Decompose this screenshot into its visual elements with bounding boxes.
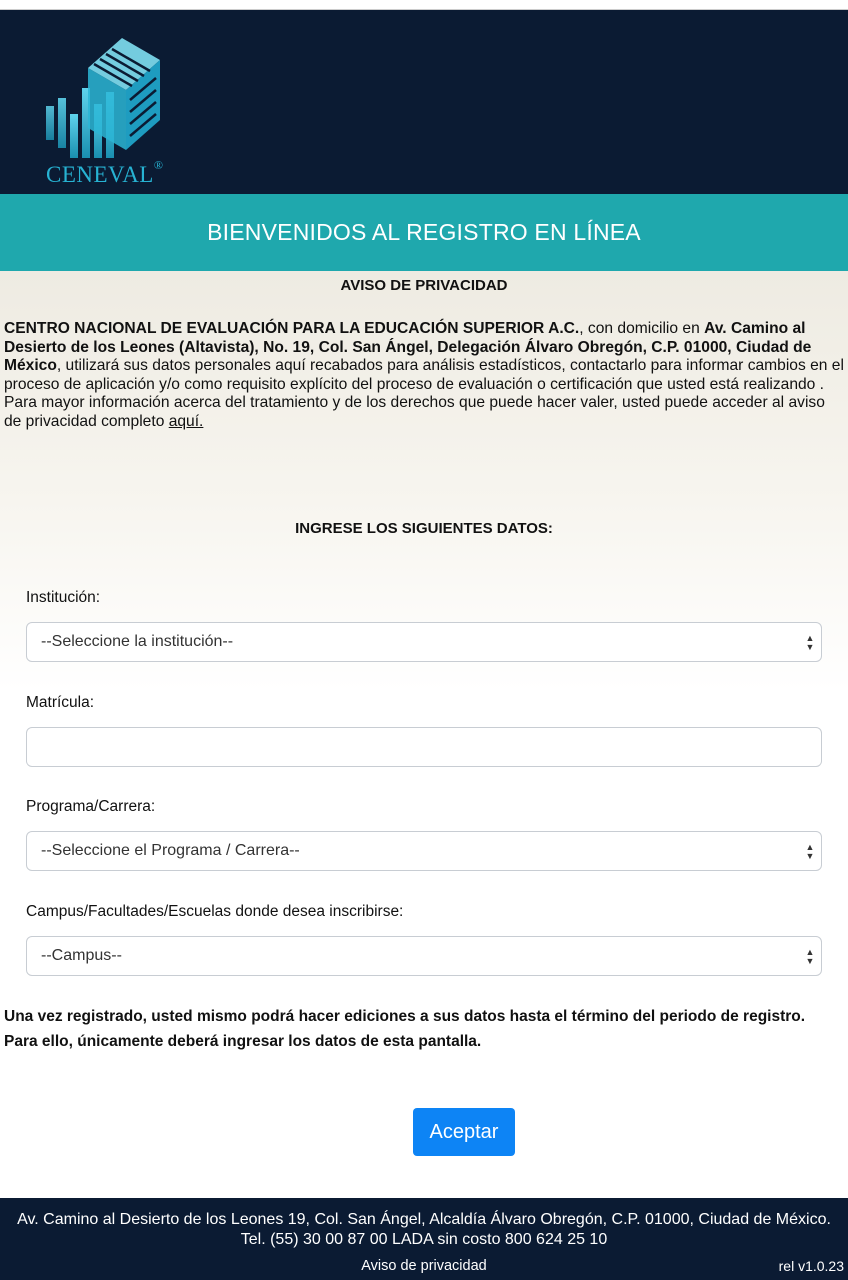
campus-field-group xyxy=(0,903,848,976)
org-address: Av. Camino al Desierto de los Leones (Altavista), No. 19, Col. San Ángel, Delegación Álvaro Obregón, C.P. 01000, Ciudad de México xyxy=(4,320,812,374)
privacy-text-part: , utilizará sus datos personales aquí recabados para análisis estadísticos, contactarlo para informar cambios en el proceso de aplicación y/o como requisito explícito del proceso de evaluación o certificación que usted está realizando . Para mayor información acerca del tratamiento y de los derechos que puede hacer valer, usted puede acceder al aviso de privacidad completo xyxy=(4,357,844,430)
version-label: rel v1.0.23 xyxy=(778,1258,844,1274)
form-title: INGRESE LOS SIGUIENTES DATOS: xyxy=(295,520,553,537)
campus-selected: --Campus-- xyxy=(41,947,122,964)
matricula-input[interactable] xyxy=(26,727,822,767)
footer xyxy=(0,1198,848,1280)
institution-field-group xyxy=(0,589,848,662)
registration-note: Una vez registrado, usted mismo podrá hacer ediciones a sus datos hasta el término del periodo de registro. Para ello, únicamente deberá ingresar los datos de esta pantalla. xyxy=(4,1008,806,1050)
privacy-text-part: , con domicilio en xyxy=(579,320,705,337)
accept-button[interactable]: Aceptar xyxy=(413,1108,515,1156)
program-select[interactable] xyxy=(26,831,822,871)
institution-label: Institución: xyxy=(26,589,101,606)
matricula-field-group xyxy=(0,694,848,767)
institution-selected: --Seleccione la institución-- xyxy=(41,633,234,650)
select-arrows-icon: ▲ ▼ xyxy=(805,633,815,652)
institution-select[interactable] xyxy=(26,622,822,662)
welcome-banner xyxy=(0,194,848,271)
org-name: CENTRO NACIONAL DE EVALUACIÓN PARA LA EDUCACIÓN SUPERIOR A.C. xyxy=(4,320,580,337)
campus-label: Campus/Facultades/Escuelas donde desea inscribirse: xyxy=(26,903,404,920)
brand-name: CENEVAL® xyxy=(46,158,164,187)
program-field-group xyxy=(0,798,848,871)
banner-title: BIENVENIDOS AL REGISTRO EN LÍNEA xyxy=(207,219,641,245)
footer-bottom xyxy=(0,1254,848,1278)
privacy-title: AVISO DE PRIVACIDAD xyxy=(340,277,508,294)
top-border xyxy=(0,0,848,10)
registered-mark: ® xyxy=(153,158,164,172)
campus-select[interactable] xyxy=(26,936,822,976)
select-arrows-icon: ▲ ▼ xyxy=(805,842,815,861)
matricula-label: Matrícula: xyxy=(26,694,95,711)
program-selected: --Seleccione el Programa / Carrera-- xyxy=(41,842,300,859)
footer-privacy-link[interactable]: Aviso de privacidad xyxy=(361,1258,487,1274)
privacy-full-link[interactable]: aquí. xyxy=(168,412,204,430)
footer-address: Av. Camino al Desierto de los Leones 19, Col. San Ángel, Alcaldía Álvaro Obregón, C.P. 01000, Ciudad de México. Tel. (55) 30 00 87 00 LADA sin costo 800 624 25 10 xyxy=(17,1211,831,1248)
program-label: Programa/Carrera: xyxy=(26,798,156,815)
select-arrows-icon: ▲ ▼ xyxy=(805,947,815,966)
header xyxy=(0,10,848,194)
privacy-text xyxy=(4,320,844,431)
